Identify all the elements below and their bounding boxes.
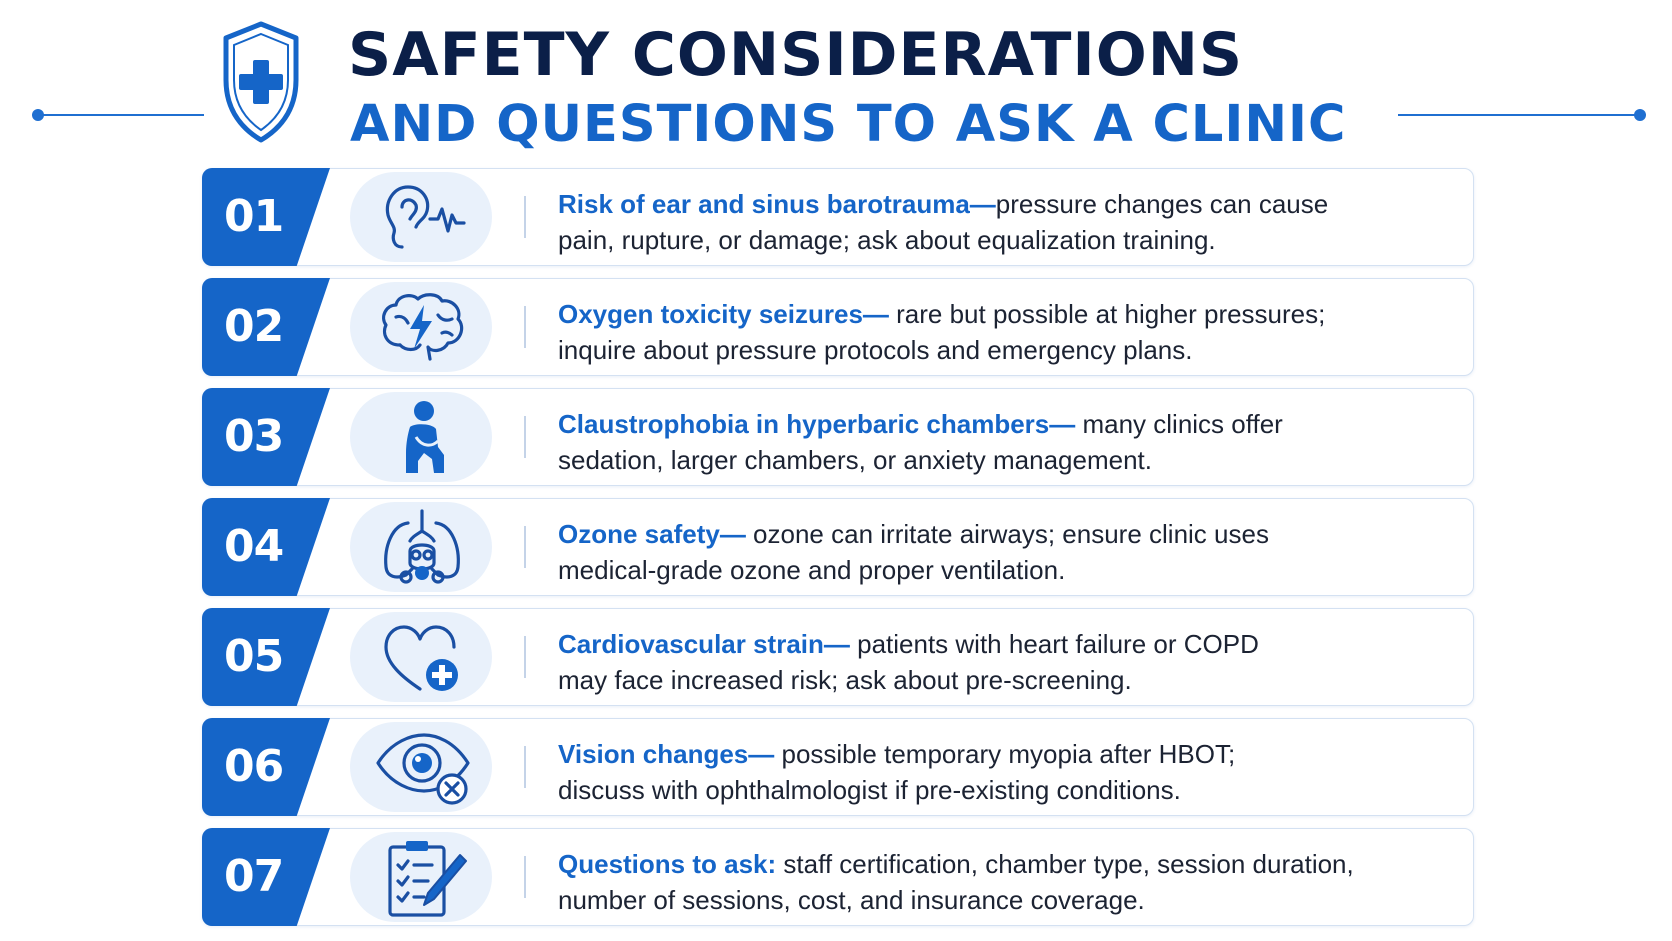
item-number: 07 [224,851,284,902]
list-item [202,718,1474,816]
heart-plus-icon [372,617,472,697]
item-description: pressure changes can cause [995,189,1329,219]
item-number: 06 [224,741,284,792]
separator [524,746,526,788]
item-text [558,736,1438,808]
list-item [202,498,1474,596]
list-item [202,278,1474,376]
item-description: ozone can irritate airways; ensure clinic uses [745,519,1269,549]
item-description-line2: number of sessions, cost, and insurance coverage. [558,885,1145,915]
separator [524,196,526,238]
lungs-gas-mask-icon [372,507,472,587]
item-text [558,846,1438,918]
separator [524,636,526,678]
eye-x-icon [372,727,472,807]
separator [524,856,526,898]
ear-pulse-icon [372,177,472,257]
person-hugging-knees-icon [372,397,472,477]
page-subtitle: AND QUESTIONS TO ASK A CLINIC [350,95,1347,154]
item-heading: Vision changes— [558,739,775,769]
item-text [558,186,1438,258]
list-item [202,168,1474,266]
page-title: SAFETY CONSIDERATIONS [348,20,1244,90]
item-description: staff certification, chamber type, session duration, [776,849,1354,879]
item-description: many clinics offer [1075,409,1283,439]
list-item [202,828,1474,926]
item-description: possible temporary myopia after HBOT; [774,739,1236,769]
item-number: 04 [224,521,284,572]
item-description-line2: may face increased risk; ask about pre-screening. [558,665,1132,695]
item-heading: Cardiovascular strain— [558,629,850,659]
item-number: 03 [224,411,284,462]
list-item [202,388,1474,486]
item-description-line2: discuss with ophthalmologist if pre-existing conditions. [558,775,1181,805]
item-description-line2: sedation, larger chambers, or anxiety management. [558,445,1152,475]
clipboard-checklist-pen-icon [372,837,472,917]
item-description: rare but possible at higher pressures; [888,299,1326,329]
item-text [558,406,1438,478]
item-number: 01 [224,191,284,242]
item-number: 05 [224,631,284,682]
item-number: 02 [224,301,284,352]
item-description-line2: pain, rupture, or damage; ask about equalization training. [558,225,1216,255]
item-heading: Ozone safety— [558,519,746,549]
item-description-line2: medical-grade ozone and proper ventilation. [558,555,1066,585]
separator [524,416,526,458]
separator [524,526,526,568]
item-text [558,516,1438,588]
item-heading: Claustrophobia in hyperbaric chambers— [558,409,1076,439]
item-text [558,626,1438,698]
list-item [202,608,1474,706]
separator [524,306,526,348]
item-heading: Questions to ask: [558,849,777,879]
item-description-line2: inquire about pressure protocols and emergency plans. [558,335,1193,365]
item-text [558,296,1438,368]
item-heading: Oxygen toxicity seizures— [558,299,889,329]
item-description: patients with heart failure or COPD [849,629,1259,659]
item-heading: Risk of ear and sinus barotrauma— [558,189,996,219]
brain-lightning-icon [372,287,472,367]
